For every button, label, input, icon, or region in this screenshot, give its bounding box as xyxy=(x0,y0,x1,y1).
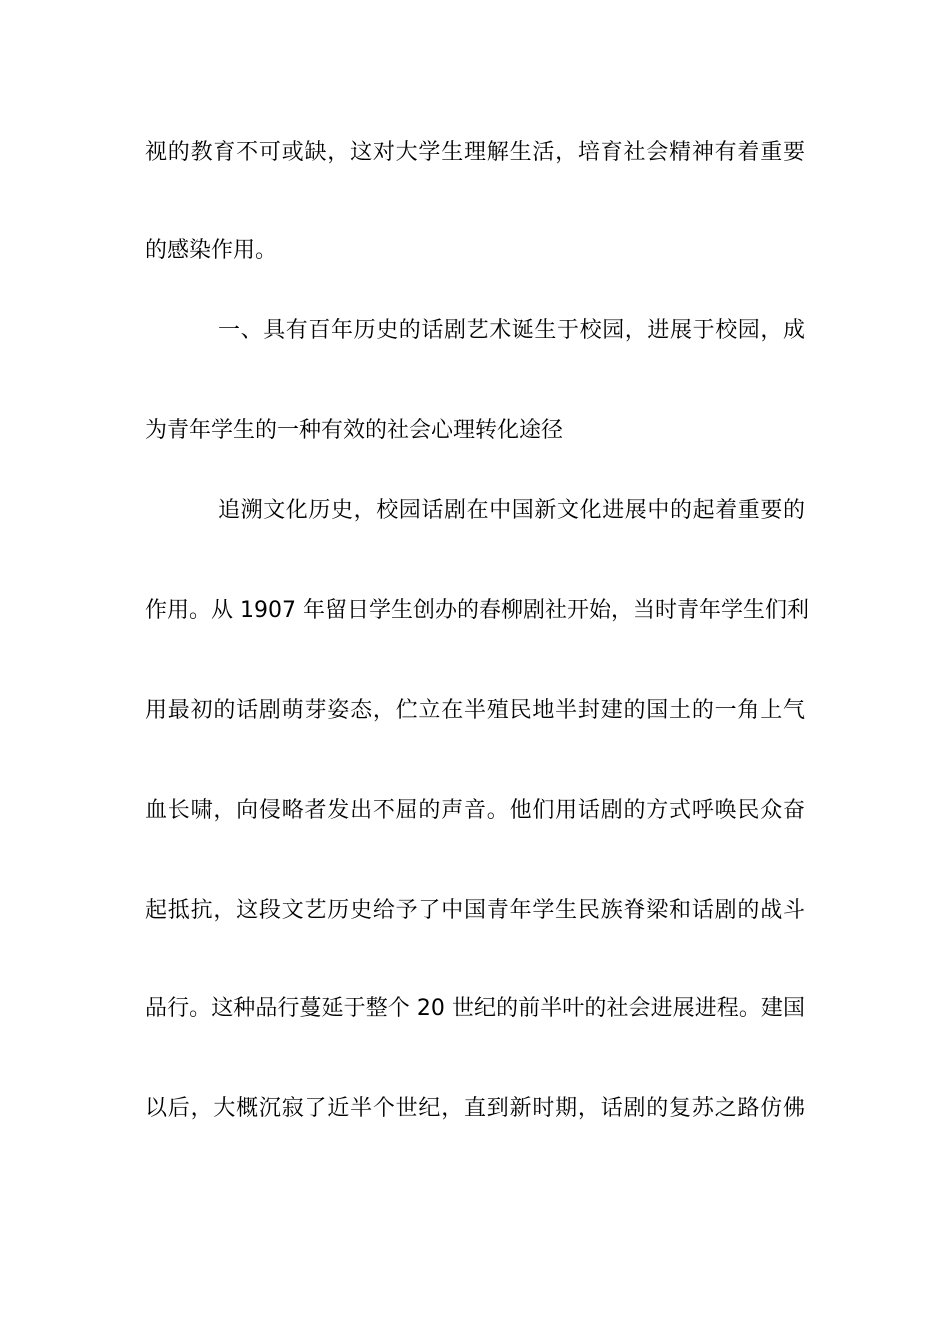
paragraph-line-4: 血长啸，向侵略者发出不屈的声音。他们用话剧的方式呼唤民众奋 xyxy=(145,798,805,823)
paragraph-line-2: 作用。从 1907 年留日学生创办的春柳剧社开始，当时青年学生们利 xyxy=(145,598,809,623)
paragraph-line-7: 以后，大概沉寂了近半个世纪，直到新时期，话剧的复苏之路仿佛 xyxy=(145,1096,805,1121)
paragraph-line-6: 品行。这种品行蔓延于整个 20 世纪的前半叶的社会进展进程。建国 xyxy=(145,996,805,1021)
text-line-2: 的感染作用。 xyxy=(145,238,278,263)
section-heading-line-2: 为青年学生的一种有效的社会心理转化途径 xyxy=(145,418,564,443)
section-heading-line-1: 一、具有百年历史的话剧艺术诞生于校园，进展于校园，成 xyxy=(218,318,805,343)
paragraph-line-1: 追溯文化历史，校园话剧在中国新文化进展中的起着重要的 xyxy=(218,498,805,523)
paragraph-line-3: 用最初的话剧萌芽姿态，伫立在半殖民地半封建的国土的一角上气 xyxy=(145,698,805,723)
paragraph-line-5: 起抵抗，这段文艺历史给予了中国青年学生民族脊梁和话剧的战斗 xyxy=(145,898,805,923)
text-line-1: 视的教育不可或缺，这对大学生理解生活，培育社会精神有着重要 xyxy=(145,140,805,165)
